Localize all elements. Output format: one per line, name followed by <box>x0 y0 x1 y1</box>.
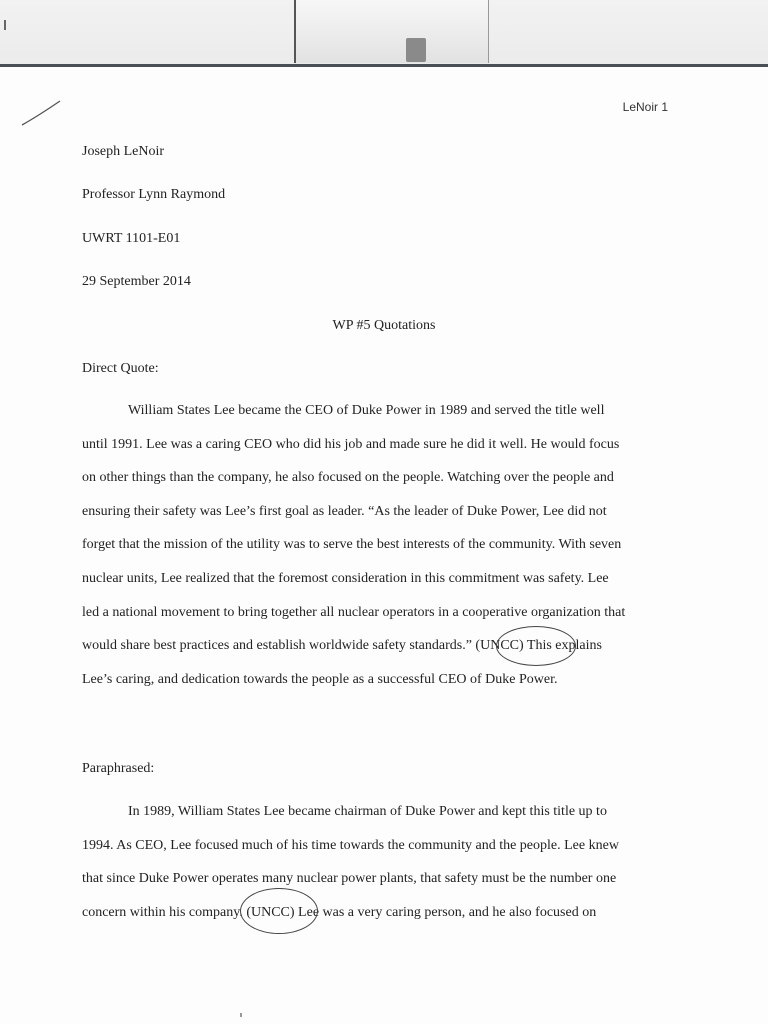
citation-circle-annotation <box>240 888 318 934</box>
pen-check-mark <box>20 98 64 128</box>
direct-quote-paragraph <box>82 394 668 696</box>
direct-quote-label: Direct Quote: <box>82 361 159 376</box>
course-code: UWRT 1101-E01 <box>82 231 181 246</box>
scan-speck <box>240 1013 242 1017</box>
clip-knob <box>406 38 426 62</box>
paragraph-line: William States Lee became the CEO of Duke Power in 1989 and served the title well <box>128 403 605 418</box>
paragraph-line: In 1989, William States Lee became chairman of Duke Power and kept this title up to <box>128 804 607 819</box>
paragraph-line: would share best practices and establish worldwide safety standards.” (UNCC) This explains <box>82 638 602 654</box>
binder-clip <box>294 0 489 63</box>
paragraph-line: that since Duke Power operates many nuclear power plants, that safety must be the number one <box>82 871 617 887</box>
paraphrased-label: Paraphrased: <box>82 761 155 776</box>
paragraph-line: led a national movement to bring together all nuclear operators in a cooperative organization that <box>82 604 626 620</box>
paragraph-line: on other things than the company, he also focused on the people. Watching over the people and <box>82 470 614 486</box>
page-title: WP #5 Quotations <box>332 318 436 333</box>
page-top-edge <box>0 64 768 67</box>
page-number: LeNoir 1 <box>622 100 668 114</box>
paragraph-line: Lee’s caring, and dedication towards the people as a successful CEO of Duke Power. <box>82 671 558 687</box>
paragraph-line: ensuring their safety was Lee’s first goal as leader. “As the leader of Duke Power, Lee did not <box>82 503 607 519</box>
professor-name: Professor Lynn Raymond <box>82 187 226 202</box>
citation-circle-annotation <box>496 626 576 666</box>
paragraph-line: until 1991. Lee was a caring CEO who did his job and made sure he did it well. He would focus <box>82 436 620 452</box>
paragraph-line: forget that the mission of the utility was to serve the best interests of the community. With seven <box>82 537 622 553</box>
paragraph-line: concern within his company. (UNCC) Lee was a very caring person, and he also focused on <box>82 904 597 920</box>
edge-mark <box>4 20 6 30</box>
document-date: 29 September 2014 <box>82 274 191 289</box>
author-name: Joseph LeNoir <box>82 144 165 159</box>
paraphrased-paragraph <box>82 795 668 929</box>
paragraph-line: nuclear units, Lee realized that the foremost consideration in this commitment was safety. Lee <box>82 570 609 586</box>
paragraph-line: 1994. As CEO, Lee focused much of his time towards the community and the people. Lee knew <box>82 837 619 853</box>
